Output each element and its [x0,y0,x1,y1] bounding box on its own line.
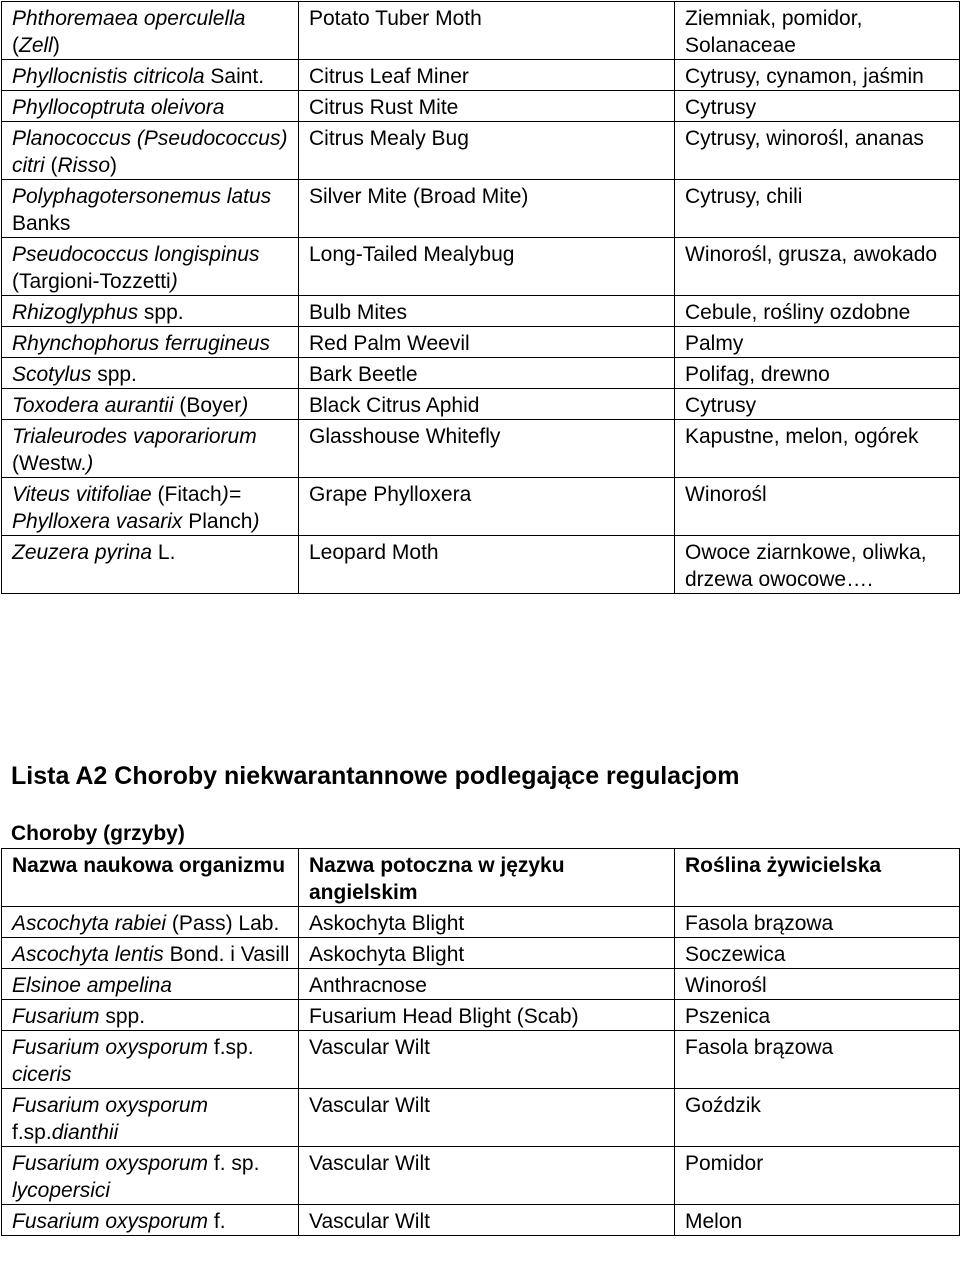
scientific-name [2,327,299,358]
subsection-heading: Choroby (grzyby) [11,822,185,845]
header-common-name: Nazwa potoczna w języku angielskim [299,849,675,907]
table-row [2,536,960,594]
name-segment: Zeuzera pyrina [12,541,158,564]
name-segment: Fusarium [12,1005,106,1028]
name-segment: ) [241,394,249,417]
common-name: Black Citrus Aphid [299,389,675,420]
name-segment: Westw. [19,452,87,475]
host-plant: Pszenica [675,1000,960,1031]
name-segment: Toxodera aurantii [12,394,180,417]
name-segment: Phyllocoptruta oleivora [12,96,225,119]
name-segment: dianthii [51,1121,119,1144]
name-segment: Saint. [210,65,265,88]
name-segment: Fusarium oxysporum [12,1094,209,1117]
name-segment: f.sp. [213,1036,254,1059]
common-name: Citrus Mealy Bug [299,122,675,180]
name-segment: Viteus vitifoliae [12,483,158,506]
name-segment: ) [170,270,178,293]
common-name: Silver Mite (Broad Mite) [299,180,675,238]
host-plant: Fasola brązowa [675,1031,960,1089]
table-row [2,907,960,938]
common-name: Vascular Wilt [299,1089,675,1147]
table-row [2,389,960,420]
name-segment: Fusarium oxysporum [12,1152,214,1175]
table-row [2,1089,960,1147]
table-row [2,2,960,60]
host-plant: Polifag, drewno [675,358,960,389]
name-segment: Targioni-Tozzetti [19,270,171,293]
name-segment: spp. [105,1005,146,1028]
table-row [2,938,960,969]
name-segment: ( [12,34,19,57]
scientific-name [2,122,299,180]
name-segment: f. [213,1210,226,1233]
scientific-name [2,1089,299,1147]
name-segment: ) [252,510,260,533]
name-segment: Phthoremaea operculella [12,7,246,30]
name-segment: Scotylus [12,363,98,386]
common-name: Bulb Mites [299,296,675,327]
common-name: Vascular Wilt [299,1205,675,1236]
name-segment: )= Phylloxera vasarix [12,483,241,533]
name-segment: Fitach [164,483,222,506]
common-name: Fusarium Head Blight (Scab) [299,1000,675,1031]
name-segment: Planococcus (Pseudococcus) citri [12,127,288,177]
name-segment: lycopersici [12,1179,111,1202]
scientific-name [2,969,299,1000]
name-segment: Trialeurodes vaporariorum [12,425,257,448]
common-name: Vascular Wilt [299,1147,675,1205]
name-segment: Ascochyta rabiei [12,912,172,935]
common-name: Citrus Rust Mite [299,91,675,122]
common-name: Potato Tuber Moth [299,2,675,60]
name-segment: Rhynchophorus ferrugineus [12,332,270,355]
host-plant: Pomidor [675,1147,960,1205]
name-segment: ( [179,394,187,417]
table-header-row [2,849,960,907]
host-plant: Palmy [675,327,960,358]
host-plant: Melon [675,1205,960,1236]
table-row [2,420,960,478]
scientific-name [2,389,299,420]
name-segment: spp. [143,301,184,324]
scientific-name [2,1205,299,1236]
name-segment: ( [12,270,19,293]
table-row [2,122,960,180]
name-segment: Elsinoe ampelina [12,974,172,997]
pest-table [1,1,960,594]
table-row [2,969,960,1000]
name-segment: ciceris [12,1063,72,1086]
name-segment: f.sp. [12,1121,52,1144]
name-segment: ( [50,154,58,177]
name-segment: L. [157,541,176,564]
common-name: Citrus Leaf Miner [299,60,675,91]
host-plant: Winorośl, grusza, awokado [675,238,960,296]
name-segment: Polyphagotersonemus latus [12,185,272,208]
scientific-name [2,536,299,594]
common-name: Red Palm Weevil [299,327,675,358]
scientific-name [2,1031,299,1089]
host-plant: Cytrusy, cynamon, jaśmin [675,60,960,91]
table-row [2,1147,960,1205]
name-segment: Fusarium oxysporum [12,1036,214,1059]
scientific-name [2,238,299,296]
common-name: Long-Tailed Mealybug [299,238,675,296]
table-row [2,180,960,238]
scientific-name [2,2,299,60]
name-segment: ( [12,452,19,475]
scientific-name [2,91,299,122]
scientific-name [2,1147,299,1205]
name-segment: Bond. i Vasill [169,943,290,966]
host-plant: Fasola brązowa [675,907,960,938]
scientific-name [2,907,299,938]
host-plant: Ziemniak, pomidor, Solanaceae [675,2,960,60]
table-row [2,1000,960,1031]
table-row [2,1031,960,1089]
name-segment: Ascochyta lentis [12,943,170,966]
common-name: Askochyta Blight [299,938,675,969]
name-segment: ) [110,154,118,177]
host-plant: Goździk [675,1089,960,1147]
host-plant: Cytrusy [675,389,960,420]
scientific-name [2,478,299,536]
table-row [2,1205,960,1236]
name-segment: ) [86,452,94,475]
name-segment: f. sp. [213,1152,260,1175]
scientific-name [2,60,299,91]
name-segment: spp. [97,363,137,386]
header-host-plant: Roślina żywicielska [675,849,960,907]
name-segment: Risso [57,154,111,177]
common-name: Anthracnose [299,969,675,1000]
name-segment: Planch [188,510,253,533]
scientific-name [2,420,299,478]
name-segment: Banks [12,212,71,235]
name-segment: ) [52,34,60,57]
common-name: Askochyta Blight [299,907,675,938]
name-segment: ( [157,483,165,506]
scientific-name [2,180,299,238]
table-row [2,60,960,91]
common-name: Bark Beetle [299,358,675,389]
disease-table [1,848,960,1236]
table-row [2,91,960,122]
table-row [2,296,960,327]
name-segment: Fusarium oxysporum [12,1210,214,1233]
scientific-name [2,1000,299,1031]
name-segment: (Pass) Lab. [171,912,280,935]
host-plant: Winorośl [675,969,960,1000]
host-plant: Cytrusy, chili [675,180,960,238]
host-plant: Winorośl [675,478,960,536]
section-heading: Lista A2 Choroby niekwarantannowe podlegające regulacjom [11,762,740,790]
common-name: Leopard Moth [299,536,675,594]
table-row [2,327,960,358]
name-segment: Pseudococcus longispinus [12,243,260,266]
common-name: Grape Phylloxera [299,478,675,536]
name-segment: Phyllocnistis citricola [12,65,211,88]
host-plant: Soczewica [675,938,960,969]
table-row [2,478,960,536]
common-name: Vascular Wilt [299,1031,675,1089]
host-plant: Cytrusy [675,91,960,122]
table-row [2,238,960,296]
common-name: Glasshouse Whitefly [299,420,675,478]
table-row [2,358,960,389]
host-plant: Cebule, rośliny ozdobne [675,296,960,327]
scientific-name [2,938,299,969]
host-plant: Cytrusy, winorośl, ananas [675,122,960,180]
name-segment: Rhizoglyphus [12,301,144,324]
header-scientific-name: Nazwa naukowa organizmu [2,849,299,907]
host-plant: Owoce ziarnkowe, oliwka, drzewa owocowe…. [675,536,960,594]
host-plant: Kapustne, melon, ogórek [675,420,960,478]
name-segment: Boyer [186,394,242,417]
scientific-name [2,358,299,389]
scientific-name [2,296,299,327]
name-segment: Zell [19,34,53,57]
